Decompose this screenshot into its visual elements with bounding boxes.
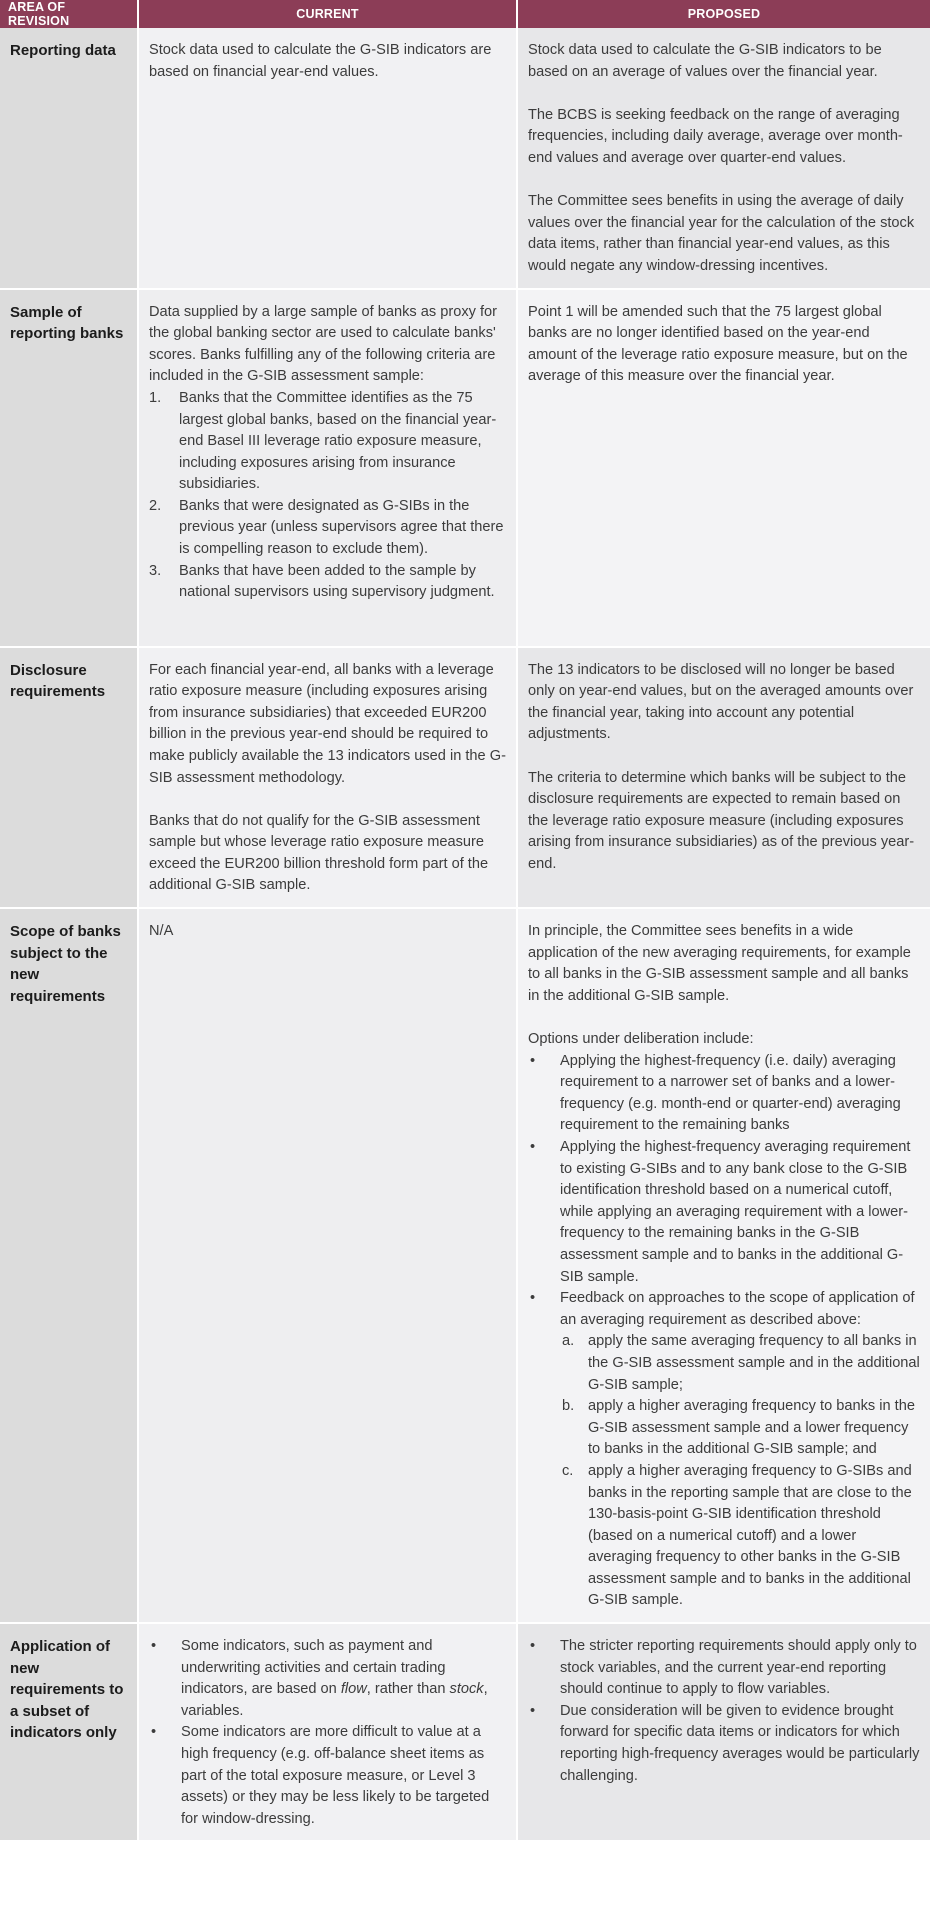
list-item: c. apply a higher averaging frequency to G-SIBs and banks in the reporting sample that are close to the 130-basis-point G-SIB identification threshold (based on a numerical cutoff) and a lower averaging frequency to other banks in the G-SIB assessment sample and to banks in the additional G-SIB sample. — [562, 1462, 912, 1609]
feedback-sublist — [560, 1331, 920, 1612]
current-cell — [138, 289, 517, 647]
proposed-para: In principle, the Committee sees benefits in a wide application of the new averaging requirements, for example to all banks in the G-SIB assessment sample and all banks in the additional G-SIB sample. — [528, 923, 911, 1004]
list-item: a. apply the same averaging frequency to all banks in the G-SIB assessment sample and in the additional G-SIB sample; — [562, 1333, 920, 1393]
list-item: 1. Banks that the Committee identifies as the 75 largest global banks, based on the financial year-end Basel III leverage ratio exposure measure, including exposures arising from insurance subsidiaries. — [149, 389, 497, 493]
proposed-cell — [517, 908, 930, 1623]
header-proposed: PROPOSED — [517, 0, 930, 28]
proposed-para: The 13 indicators to be disclosed will no longer be based only on year-end values, but on the averaged amounts over the financial year, taking into account any potential adjustments. — [528, 661, 914, 743]
current-para: Banks that do not qualify for the G-SIB assessment sample but whose leverage ratio exposure measure exceed the EUR200 billion threshold form part of the additional G-SIB sample. — [149, 812, 489, 894]
area-cell: Application of new requirements to a subset of indicators only — [0, 1623, 138, 1841]
current-list — [149, 1636, 506, 1830]
proposed-para: The criteria to determine which banks will be subject to the disclosure requirements are expected to remain based on the leverage ratio exposure measure (including exposures arising from insurance subsidiaries) as of the previous year-end. — [528, 769, 915, 872]
proposed-cell — [517, 289, 930, 647]
proposed-para: Stock data used to calculate the G-SIB indicators to be based on an average of values over the financial year. — [528, 42, 882, 80]
proposed-cell — [517, 28, 930, 289]
proposed-cell — [517, 647, 930, 909]
row-disclosure-requirements — [0, 647, 930, 909]
list-item: • Applying the highest-frequency averaging requirement to existing G-SIBs and to any bank close to the G-SIB identification threshold based on a numerical cutoff, while applying an averaging requirement with a lower-frequency to the remaining banks in the G-SIB assessment sample and to banks in the additional G-SIB sample. — [530, 1139, 911, 1285]
current-text: Stock data used to calculate the G-SIB indicators are based on financial year-end values. — [149, 42, 492, 80]
list-item: • Some indicators, such as payment and underwriting activities and certain trading indicators, are based on flow, rather than stock, variables. — [151, 1638, 488, 1719]
current-cell — [138, 908, 517, 1623]
area-cell: Disclosure requirements — [0, 647, 138, 909]
current-text: N/A — [149, 923, 174, 940]
proposed-para: The BCBS is seeking feedback on the range of averaging frequencies, including daily average, average over month-end values and average over quarter-end values. — [528, 106, 903, 166]
list-item: • Applying the highest-frequency (i.e. daily) averaging requirement to a narrower set of banks and a lower-frequency (e.g. month-end or quarter-end) averaging requirement to the remaining banks — [530, 1052, 901, 1134]
criteria-list — [149, 388, 506, 604]
row-scope-of-banks — [0, 908, 930, 1623]
proposed-para: Options under deliberation include: — [528, 1031, 754, 1048]
current-para: For each financial year-end, all banks with a leverage ratio exposure measure (including exposures arising from insurance subsidiaries) that exceeded EUR200 billion in the previous year-end should be required to make publicly available the 13 indicators used in the G-SIB assessment methodology. — [149, 661, 506, 786]
current-cell — [138, 647, 517, 909]
list-item: • Feedback on approaches to the scope of application of an averaging requirement as described above: a. apply the same averaging frequency to all banks in the G-SIB assessment sample and in the additional G-SIB sample; b. apply a higher averaging frequency to banks in the G-SIB assessment sample and a lower frequency to banks in the additional G-SIB sample; and c. apply a higher averaging frequency to G-SIBs and banks in the reporting sample that are close to the 130-basis-point G-SIB identification threshold (based on a numerical cutoff) and a lower averaging frequency to other banks in the G-SIB assessment sample and to banks in the additional G-SIB sample. — [528, 1288, 920, 1612]
header-area: AREA OF REVISION — [0, 0, 138, 28]
header-current: CURRENT — [138, 0, 517, 28]
list-item: 3. Banks that have been added to the sample by national supervisors using supervisory judgment. — [149, 562, 495, 601]
current-intro: Data supplied by a large sample of banks as proxy for the global banking sector are used to calculate banks' scores. Banks fulfilling any of the following criteria are included in the G-SIB assessment sample: — [149, 303, 498, 385]
row-sample-of-reporting-banks — [0, 289, 930, 647]
list-item: • Some indicators are more difficult to value at a high frequency (e.g. off-balance sheet items as part of the total exposure measure, or Level 3 assets) or they may be less likely to be targeted for window-dressing. — [151, 1724, 490, 1827]
list-item: b. apply a higher averaging frequency to banks in the G-SIB assessment sample and a lower frequency to banks in the additional G-SIB sample; and — [562, 1398, 915, 1458]
list-item: 2. Banks that were designated as G-SIBs in the previous year (unless supervisors agree that there is compelling reason to exclude them). — [149, 497, 504, 558]
proposed-list — [528, 1636, 920, 1787]
area-cell: Scope of banks subject to the new requirements — [0, 908, 138, 1623]
current-cell — [138, 1623, 517, 1841]
current-cell — [138, 28, 517, 289]
options-list — [528, 1051, 920, 1612]
proposed-para: The Committee sees benefits in using the average of daily values over the financial year for the calculation of the stock data items, rather than financial year-end values, as this would negate any window-dressing incentives. — [528, 193, 915, 274]
proposed-text: Point 1 will be amended such that the 75 largest global banks are no longer identified based on the year-end amount of the leverage ratio exposure measure, but on the average of this measure over the financial year. — [528, 303, 908, 385]
area-cell: Reporting data — [0, 28, 138, 289]
header-row — [0, 0, 930, 28]
proposed-cell — [517, 1623, 930, 1841]
list-item: • The stricter reporting requirements should apply only to stock variables, and the current year-end reporting should continue to apply to flow variables. — [530, 1638, 917, 1698]
area-cell: Sample of reporting banks — [0, 289, 138, 647]
list-item: • Due consideration will be given to evidence brought forward for specific data items or indicators for which reporting high-frequency averages would be particularly challenging. — [530, 1702, 920, 1784]
row-reporting-data — [0, 28, 930, 289]
row-application-subset — [0, 1623, 930, 1841]
